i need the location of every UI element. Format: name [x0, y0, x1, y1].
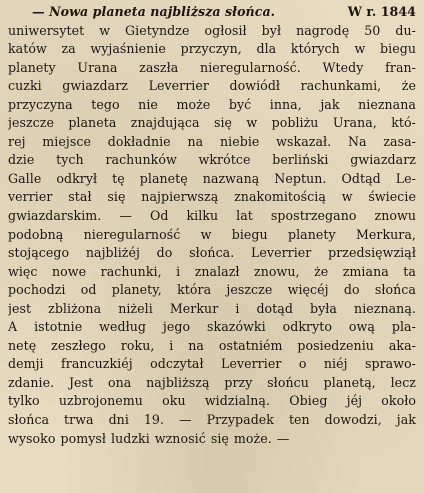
word: zmiana — [342, 263, 389, 279]
word: Urana, — [332, 115, 377, 131]
word: zasa- — [383, 133, 416, 149]
word: pochodzi — [8, 282, 66, 298]
word: oku — [162, 393, 186, 409]
word: verrier — [8, 189, 53, 205]
word: do — [343, 282, 360, 298]
word: planety — [8, 59, 56, 75]
word: odczytał — [150, 356, 204, 372]
word: słońcu — [267, 374, 309, 390]
word: stojącego — [8, 245, 70, 261]
word: podobną — [8, 226, 64, 242]
word: planeta — [68, 115, 117, 131]
word: planety — [287, 226, 336, 242]
text-line-22 — [8, 392, 416, 411]
word: katów — [8, 41, 47, 57]
word: tych — [56, 152, 84, 168]
word: biegu — [231, 226, 268, 242]
word: może. — [233, 430, 272, 446]
word: du- — [395, 22, 416, 38]
word: gwiazdarskim. — [8, 208, 102, 224]
word: miejsce — [42, 133, 91, 149]
word: słońca — [8, 412, 50, 428]
word: nazwaną — [202, 170, 260, 186]
word: zaszła — [139, 59, 179, 75]
word: o — [298, 356, 307, 372]
word: według — [99, 319, 147, 335]
word: odkrył — [56, 170, 98, 186]
word: świecie — [368, 189, 416, 205]
text-line-11 — [8, 188, 416, 207]
word: — — [276, 430, 290, 446]
text-line-12 — [8, 207, 416, 226]
word: że — [401, 78, 416, 94]
word: Le- — [395, 170, 416, 186]
word: słońca. — [189, 245, 235, 261]
word: przy — [224, 374, 253, 390]
word: A — [8, 319, 18, 335]
word: ludzki — [111, 430, 150, 446]
word: 50 — [364, 22, 381, 38]
word: znowu — [374, 208, 416, 224]
article-text — [8, 3, 416, 448]
word: wysoko — [8, 430, 56, 446]
word: jego — [162, 319, 191, 335]
word: dzie — [8, 152, 35, 168]
word: około — [381, 393, 416, 409]
word: kilku — [186, 208, 219, 224]
text-line-7 — [8, 114, 416, 133]
text-line-10 — [8, 170, 416, 189]
word: na — [187, 133, 204, 149]
text-line-8 — [8, 133, 416, 152]
word: rachunki, — [100, 263, 162, 279]
word: widzialną. — [204, 393, 271, 409]
text-line-23 — [8, 411, 416, 430]
text-line-24 — [8, 430, 416, 449]
word: dla — [256, 41, 277, 57]
word: na — [188, 337, 204, 353]
word: stał — [68, 189, 92, 205]
word: pla- — [391, 319, 416, 335]
word: i — [176, 263, 181, 279]
word: była — [310, 300, 337, 316]
word: Obieg — [289, 393, 328, 409]
word: się — [213, 115, 233, 131]
word: za — [61, 41, 76, 57]
word: w — [99, 22, 111, 38]
word: Odtąd — [341, 170, 381, 186]
word: nieregularność. — [200, 59, 301, 75]
word: francuzkiéj — [61, 356, 133, 372]
word: najpierwszą — [141, 189, 219, 205]
text-line-16 — [8, 281, 416, 300]
word: Wtedy — [322, 59, 364, 75]
word: odkryto — [282, 319, 333, 335]
word: się — [210, 430, 229, 446]
word: lecz — [390, 374, 416, 390]
word: od — [80, 282, 97, 298]
word: w — [246, 115, 258, 131]
word: jeszcze — [226, 282, 273, 298]
word: tego — [91, 96, 120, 112]
word: zbliżona — [48, 300, 102, 316]
text-line-5 — [8, 77, 416, 96]
word: netę — [8, 337, 37, 353]
word: demji — [8, 356, 44, 372]
text-line-17 — [8, 300, 416, 319]
word: nie — [138, 96, 158, 112]
word: przyczyn, — [180, 41, 242, 57]
word: był — [261, 22, 282, 38]
word: zeszłego — [51, 337, 106, 353]
word: któ- — [391, 115, 416, 131]
word: ową — [348, 319, 375, 335]
word: znajdująca — [130, 115, 200, 131]
word: 19. — [143, 412, 165, 428]
word: planetę — [139, 170, 188, 186]
text-line-18 — [8, 318, 416, 337]
word: cuzki — [8, 78, 42, 94]
word: się — [107, 189, 126, 205]
word: posiedzeniu — [297, 337, 374, 353]
word: Na — [347, 133, 367, 149]
text-line-13 — [8, 226, 416, 245]
text-line-14 — [8, 244, 416, 263]
word: ogłosił — [204, 22, 247, 38]
text-line-21 — [8, 374, 416, 393]
word: nowe — [52, 263, 87, 279]
word: jak — [396, 412, 416, 428]
word: rachunków — [105, 152, 177, 168]
text-line-15 — [8, 263, 416, 282]
word: skazówki — [207, 319, 266, 335]
word: Urana — [77, 59, 118, 75]
word: jeszcze — [8, 115, 54, 131]
word: wskazał. — [276, 133, 332, 149]
word: fran- — [385, 59, 416, 75]
word: że — [314, 263, 329, 279]
word: biegu — [380, 41, 416, 57]
text-line-3 — [8, 40, 416, 59]
word: Gietyndze — [125, 22, 190, 38]
word: których — [290, 41, 340, 57]
word: Neptun. — [274, 170, 327, 186]
word: ona — [107, 374, 132, 390]
word: znalazł — [194, 263, 240, 279]
word: dni — [108, 412, 129, 428]
word: najbliżéj — [85, 245, 140, 261]
word: w — [200, 226, 212, 242]
word: przedsięwziął — [328, 245, 416, 261]
word: — — [178, 412, 192, 428]
word: sprawo- — [364, 356, 416, 372]
word: jéj — [346, 393, 363, 409]
word: może — [176, 96, 211, 112]
word: być — [228, 96, 252, 112]
word: nieznana — [358, 96, 416, 112]
word: dowodzi, — [324, 412, 382, 428]
line-1-text: W r. 1844 — [347, 4, 416, 19]
word: gwiazdarz — [62, 78, 128, 94]
text-line-4 — [8, 59, 416, 78]
word: nagrodę — [296, 22, 350, 38]
word: ten — [288, 412, 310, 428]
word: niebie — [219, 133, 260, 149]
text-line-9 — [8, 151, 416, 170]
word: inna, — [269, 96, 302, 112]
word: pomysł — [60, 430, 106, 446]
word: dotąd — [256, 300, 293, 316]
word: i — [235, 300, 240, 316]
word: w — [341, 189, 353, 205]
word: tę — [112, 170, 125, 186]
word: uzbrojonemu — [58, 393, 143, 409]
text-line-1 — [8, 3, 416, 22]
word: berliński — [272, 152, 329, 168]
word: istotnie — [34, 319, 83, 335]
word: znowu, — [254, 263, 300, 279]
word: która — [177, 282, 212, 298]
word: w — [354, 41, 366, 57]
text-line-20 — [8, 355, 416, 374]
word: przyczyna — [8, 96, 73, 112]
word: jak — [320, 96, 340, 112]
article-title: — Nowa planeta najbliższa słońca. — [32, 4, 276, 19]
word: spostrzegano — [270, 208, 357, 224]
word: niéj — [323, 356, 348, 372]
word: słońca — [374, 282, 416, 298]
text-line-6 — [8, 96, 416, 115]
word: uniwersytet — [8, 22, 85, 38]
word: jest — [8, 300, 32, 316]
word: Merkura, — [355, 226, 416, 242]
word: trwa — [64, 412, 94, 428]
word: ostatniém — [218, 337, 283, 353]
word: planety, — [111, 282, 162, 298]
word: rej — [8, 133, 26, 149]
word: Przypadek — [206, 412, 274, 428]
word: Leverrier — [221, 356, 282, 372]
word: znakomitością — [234, 189, 326, 205]
text-line-2 — [8, 22, 416, 41]
word: zdanie. — [8, 374, 55, 390]
word: nieznaną. — [354, 300, 416, 316]
word: Leverrier — [148, 78, 209, 94]
word: i — [169, 337, 174, 353]
word: pobliżu — [271, 115, 319, 131]
word: nieregularność — [83, 226, 181, 242]
word: tylko — [8, 393, 40, 409]
word: aka- — [388, 337, 416, 353]
word: — — [119, 208, 132, 224]
word: więcéj — [287, 282, 329, 298]
text-line-19 — [8, 337, 416, 356]
word: dokładnie — [107, 133, 171, 149]
word: roku, — [120, 337, 155, 353]
word: lat — [236, 208, 253, 224]
word: Galle — [8, 170, 42, 186]
word: Od — [149, 208, 169, 224]
word: wkrótce — [198, 152, 251, 168]
word: do — [156, 245, 173, 261]
word: więc — [8, 263, 38, 279]
word: wyjaśnienie — [90, 41, 166, 57]
word: wznosić — [154, 430, 206, 446]
word: Merkur — [169, 300, 219, 316]
word: Leverrier — [251, 245, 312, 261]
word: gwiazdarz — [350, 152, 416, 168]
word: Jest — [68, 374, 94, 390]
word: rachunkami, — [300, 78, 382, 94]
word: niżeli — [118, 300, 153, 316]
word: najbliższą — [146, 374, 210, 390]
word: dowiódł — [229, 78, 281, 94]
word: ta — [403, 263, 416, 279]
word: planetą, — [323, 374, 376, 390]
